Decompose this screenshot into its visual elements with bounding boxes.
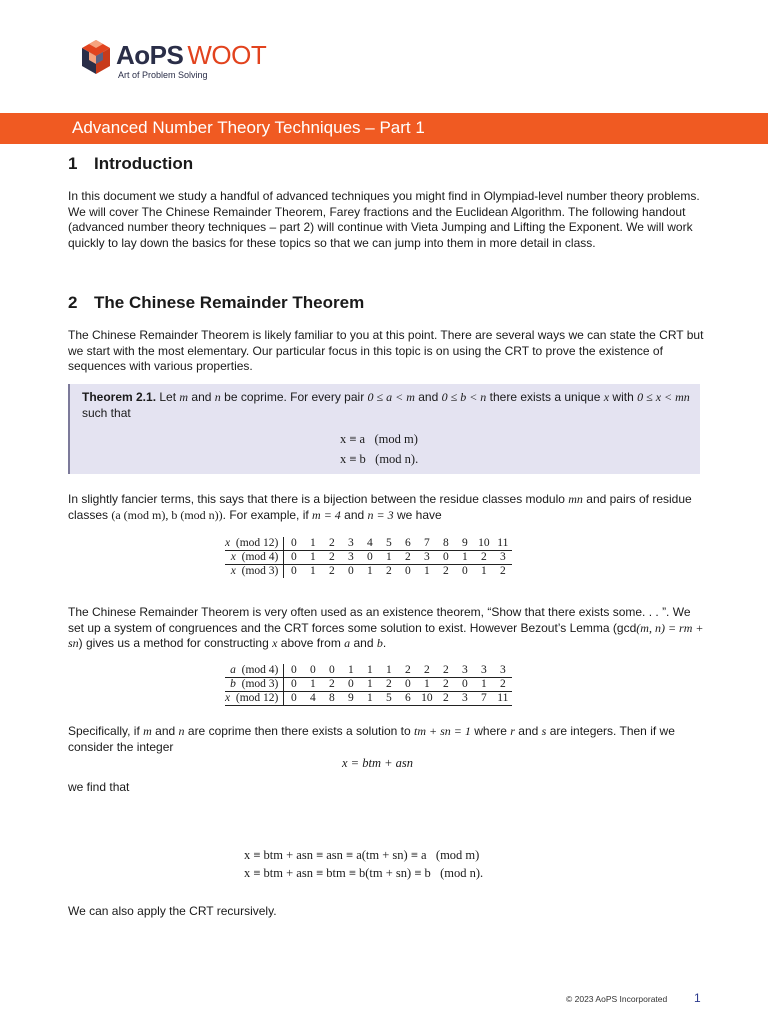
section-title: Introduction bbox=[94, 154, 194, 173]
table-cell: 3 bbox=[341, 551, 360, 565]
table-cell: 0 bbox=[284, 692, 304, 706]
theorem-label: Theorem 2.1. bbox=[82, 390, 157, 404]
table-cell: 9 bbox=[455, 537, 474, 551]
table-cell: 8 bbox=[436, 537, 455, 551]
table-cell: 3 bbox=[417, 551, 436, 565]
text: The Chinese Remainder Theorem is very often used as an existence theorem, “Show that there exists some. . . ”. We set up a system of congruences and the CRT forces some solution to exist. However Bezout’s Lemma (gcd bbox=[68, 605, 691, 635]
section-number: 1 bbox=[68, 154, 78, 173]
table-cell: 2 bbox=[322, 537, 341, 551]
table-cell: 0 bbox=[284, 551, 304, 565]
table-row bbox=[225, 678, 512, 692]
table-cell: 0 bbox=[290, 565, 297, 577]
logo-wordmark bbox=[116, 40, 266, 71]
table-cell: 2 bbox=[385, 565, 392, 577]
residue-table-2 bbox=[225, 664, 512, 706]
table-cell: 1 bbox=[360, 692, 379, 706]
recursive-text: We can also apply the CRT recursively. bbox=[68, 904, 277, 918]
table-cell: 0 bbox=[341, 678, 360, 692]
table-cell: 1 bbox=[379, 551, 398, 565]
logo-product: WOOT bbox=[187, 40, 267, 70]
table-cell: 0 bbox=[398, 678, 417, 692]
table-cell: 0 bbox=[436, 551, 455, 565]
table-cell: 7 bbox=[474, 692, 493, 706]
math-inline: 0 ≤ b < n bbox=[441, 390, 487, 404]
text: we have bbox=[396, 507, 442, 522]
math-var: n bbox=[214, 390, 221, 404]
table-cell: 3 bbox=[455, 692, 474, 706]
math-var: m bbox=[143, 724, 152, 738]
table-cell: 1 bbox=[455, 551, 474, 565]
math-var: s bbox=[541, 724, 547, 738]
text: and bbox=[353, 636, 374, 650]
text: Let bbox=[159, 390, 177, 404]
math-inline: n = 3 bbox=[367, 507, 394, 522]
table-cell: 5 bbox=[379, 692, 398, 706]
table-cell: 5 bbox=[379, 537, 398, 551]
theorem-equation-2: x ≡ b (mod n). bbox=[340, 452, 419, 466]
text: are integers. Then if we consider the integer bbox=[68, 724, 675, 754]
text: ) gives us a method for constructing bbox=[78, 636, 269, 650]
text: with bbox=[612, 390, 634, 404]
table-cell: 0 bbox=[322, 664, 341, 678]
table-row bbox=[225, 565, 512, 579]
row-label: x (mod 3) bbox=[225, 565, 284, 579]
existence-paragraph bbox=[68, 605, 708, 652]
table-cell: 1 bbox=[474, 678, 493, 692]
math-inline: (m, n) = rm + sn bbox=[68, 620, 704, 650]
text: and bbox=[191, 390, 212, 404]
math-var: n bbox=[178, 724, 185, 738]
text: above from bbox=[280, 636, 341, 650]
table-cell: 11 bbox=[493, 692, 512, 706]
row-label: b (mod 3) bbox=[225, 678, 284, 692]
intro-paragraph: In this document we study a handful of advanced techniques you might find in Olympiad-level number theory problems. We will cover The Chinese Remainder Theorem, Farey fractions and the Euclidean Algorithm. The following handout (advanced number theory techniques – part 2) will continue with Vieta Jumping and Lifting the Exponent. We will work quickly to lay down the basics for these topics so that we can jump into them in more detail in class. bbox=[68, 189, 700, 250]
text: be coprime. For every pair bbox=[224, 390, 365, 404]
math-var: a bbox=[344, 636, 351, 650]
table-row bbox=[225, 551, 512, 565]
text: and bbox=[418, 390, 439, 404]
table-cell: 1 bbox=[360, 678, 379, 692]
table-cell: 4 bbox=[303, 692, 322, 706]
math-inline: (a (mod m), b (mod n)) bbox=[111, 507, 223, 522]
table-cell: 2 bbox=[379, 678, 398, 692]
table-cell: 0 bbox=[455, 678, 474, 692]
aops-woot-logo bbox=[80, 38, 300, 86]
text: and bbox=[155, 724, 176, 738]
we-find-text: we find that bbox=[68, 780, 130, 794]
text: Specifically, if bbox=[68, 724, 140, 738]
specifically-paragraph bbox=[68, 724, 708, 755]
table-cell: 1 bbox=[303, 678, 322, 692]
table-cell: 1 bbox=[341, 664, 360, 678]
x-definition: x = btm + asn bbox=[342, 756, 414, 770]
table-cell: 1 bbox=[480, 565, 487, 577]
row-label: x (mod 12) bbox=[225, 692, 284, 706]
table-cell: 2 bbox=[398, 551, 417, 565]
table-cell: 2 bbox=[328, 565, 335, 577]
table-cell: 11 bbox=[493, 537, 512, 551]
table-cell: 2 bbox=[436, 678, 455, 692]
table-cell: 1 bbox=[309, 565, 316, 577]
derivation-line-2: x ≡ btm + asn ≡ btm ≡ b(tm + sn) ≡ b (mod n). bbox=[244, 866, 484, 880]
table-cell: 0 bbox=[347, 565, 354, 577]
theorem-statement bbox=[82, 389, 692, 421]
math-inline: 0 ≤ a < m bbox=[367, 390, 415, 404]
residue-table-1 bbox=[225, 537, 512, 578]
table-cell: 1 bbox=[417, 678, 436, 692]
text: . bbox=[382, 636, 387, 650]
table-cell: 1 bbox=[360, 664, 379, 678]
table-cell: 8 bbox=[322, 692, 341, 706]
derivation-line-1: x ≡ btm + asn ≡ asn ≡ a(tm + sn) ≡ a (mod m) bbox=[244, 848, 480, 862]
table-cell: 3 bbox=[455, 664, 474, 678]
table-row bbox=[225, 692, 512, 706]
aops-cube-icon bbox=[80, 38, 112, 78]
page-number: 1 bbox=[694, 991, 701, 1005]
math-var: m bbox=[179, 390, 189, 404]
table-cell: 1 bbox=[379, 664, 398, 678]
text: and bbox=[518, 724, 539, 738]
table-cell: 2 bbox=[322, 551, 341, 565]
table-cell: 3 bbox=[493, 664, 512, 678]
section-number: 2 bbox=[68, 293, 78, 312]
table-cell: 3 bbox=[341, 537, 360, 551]
section-heading-crt bbox=[68, 293, 364, 313]
table-cell: 1 bbox=[366, 565, 373, 577]
document-title: Advanced Number Theory Techniques – Part 1 bbox=[72, 118, 425, 137]
title-banner bbox=[0, 113, 768, 144]
table-cell: 10 bbox=[417, 692, 436, 706]
theorem-equation-1: x ≡ a (mod m) bbox=[340, 432, 418, 446]
text: In slightly fancier terms, this says that there is a bijection between the residue classes modulo bbox=[68, 492, 565, 506]
table-cell: 2 bbox=[322, 678, 341, 692]
table-cell: 2 bbox=[398, 664, 417, 678]
table-cell: 1 bbox=[423, 565, 430, 577]
table-cell: 4 bbox=[360, 537, 379, 551]
footer-copyright: © 2023 AoPS Incorporated bbox=[566, 994, 668, 1004]
table-cell: 2 bbox=[417, 664, 436, 678]
text: where bbox=[474, 724, 507, 738]
logo-brand: AoPS bbox=[116, 40, 184, 70]
math-var: x bbox=[272, 636, 278, 650]
table-cell: 0 bbox=[284, 664, 304, 678]
row-label: a (mod 4) bbox=[225, 664, 284, 678]
math-inline: 0 ≤ x < mn bbox=[637, 390, 690, 404]
text: there exists a unique bbox=[489, 390, 601, 404]
row-label: x (mod 4) bbox=[225, 551, 284, 565]
table-cell: 0 bbox=[404, 565, 411, 577]
table-cell: 0 bbox=[284, 537, 304, 551]
table-cell: 2 bbox=[436, 664, 455, 678]
section-heading-introduction bbox=[68, 154, 193, 174]
crt-intro-paragraph: The Chinese Remainder Theorem is likely familiar to you at this point. There are several ways we can state the CRT but we start with the most elementary. Our particular focus in this topic is on using the CRT to prove the existence of sequences with various properties. bbox=[68, 328, 704, 373]
table-cell: 6 bbox=[398, 537, 417, 551]
table-row bbox=[225, 537, 512, 551]
table-cell: 3 bbox=[474, 664, 493, 678]
text: such that bbox=[82, 406, 131, 420]
math-inline: m = 4 bbox=[312, 507, 341, 522]
text: and pairs of residue classes bbox=[68, 492, 692, 522]
table-row bbox=[225, 664, 512, 678]
table-cell: 3 bbox=[493, 551, 512, 565]
table-cell: 0 bbox=[284, 678, 304, 692]
table-cell: 2 bbox=[442, 565, 449, 577]
text: and bbox=[344, 507, 365, 522]
table-cell: 2 bbox=[474, 551, 493, 565]
table-cell: 2 bbox=[436, 692, 455, 706]
bijection-paragraph bbox=[68, 492, 708, 523]
row-label: x (mod 12) bbox=[225, 537, 284, 551]
theorem-box bbox=[68, 384, 700, 474]
math-var: r bbox=[510, 724, 515, 738]
logo-tagline: Art of Problem Solving bbox=[118, 70, 208, 80]
table-cell: 0 bbox=[461, 565, 468, 577]
table-cell: 2 bbox=[499, 565, 506, 577]
table-cell: 1 bbox=[303, 551, 322, 565]
math-var: b bbox=[376, 636, 383, 650]
table-cell: 6 bbox=[398, 692, 417, 706]
math-inline: mn bbox=[568, 492, 583, 506]
section-title: The Chinese Remainder Theorem bbox=[94, 293, 365, 312]
table-cell: 2 bbox=[493, 678, 512, 692]
text: . For example, if bbox=[222, 507, 309, 522]
text: are coprime then there exists a solution to bbox=[187, 724, 411, 738]
table-cell: 7 bbox=[417, 537, 436, 551]
table-cell: 0 bbox=[360, 551, 379, 565]
math-var: x bbox=[603, 390, 610, 404]
table-cell: 0 bbox=[303, 664, 322, 678]
math-inline: tm + sn = 1 bbox=[414, 724, 471, 738]
table-cell: 9 bbox=[341, 692, 360, 706]
table-cell: 1 bbox=[303, 537, 322, 551]
table-cell: 10 bbox=[474, 537, 493, 551]
